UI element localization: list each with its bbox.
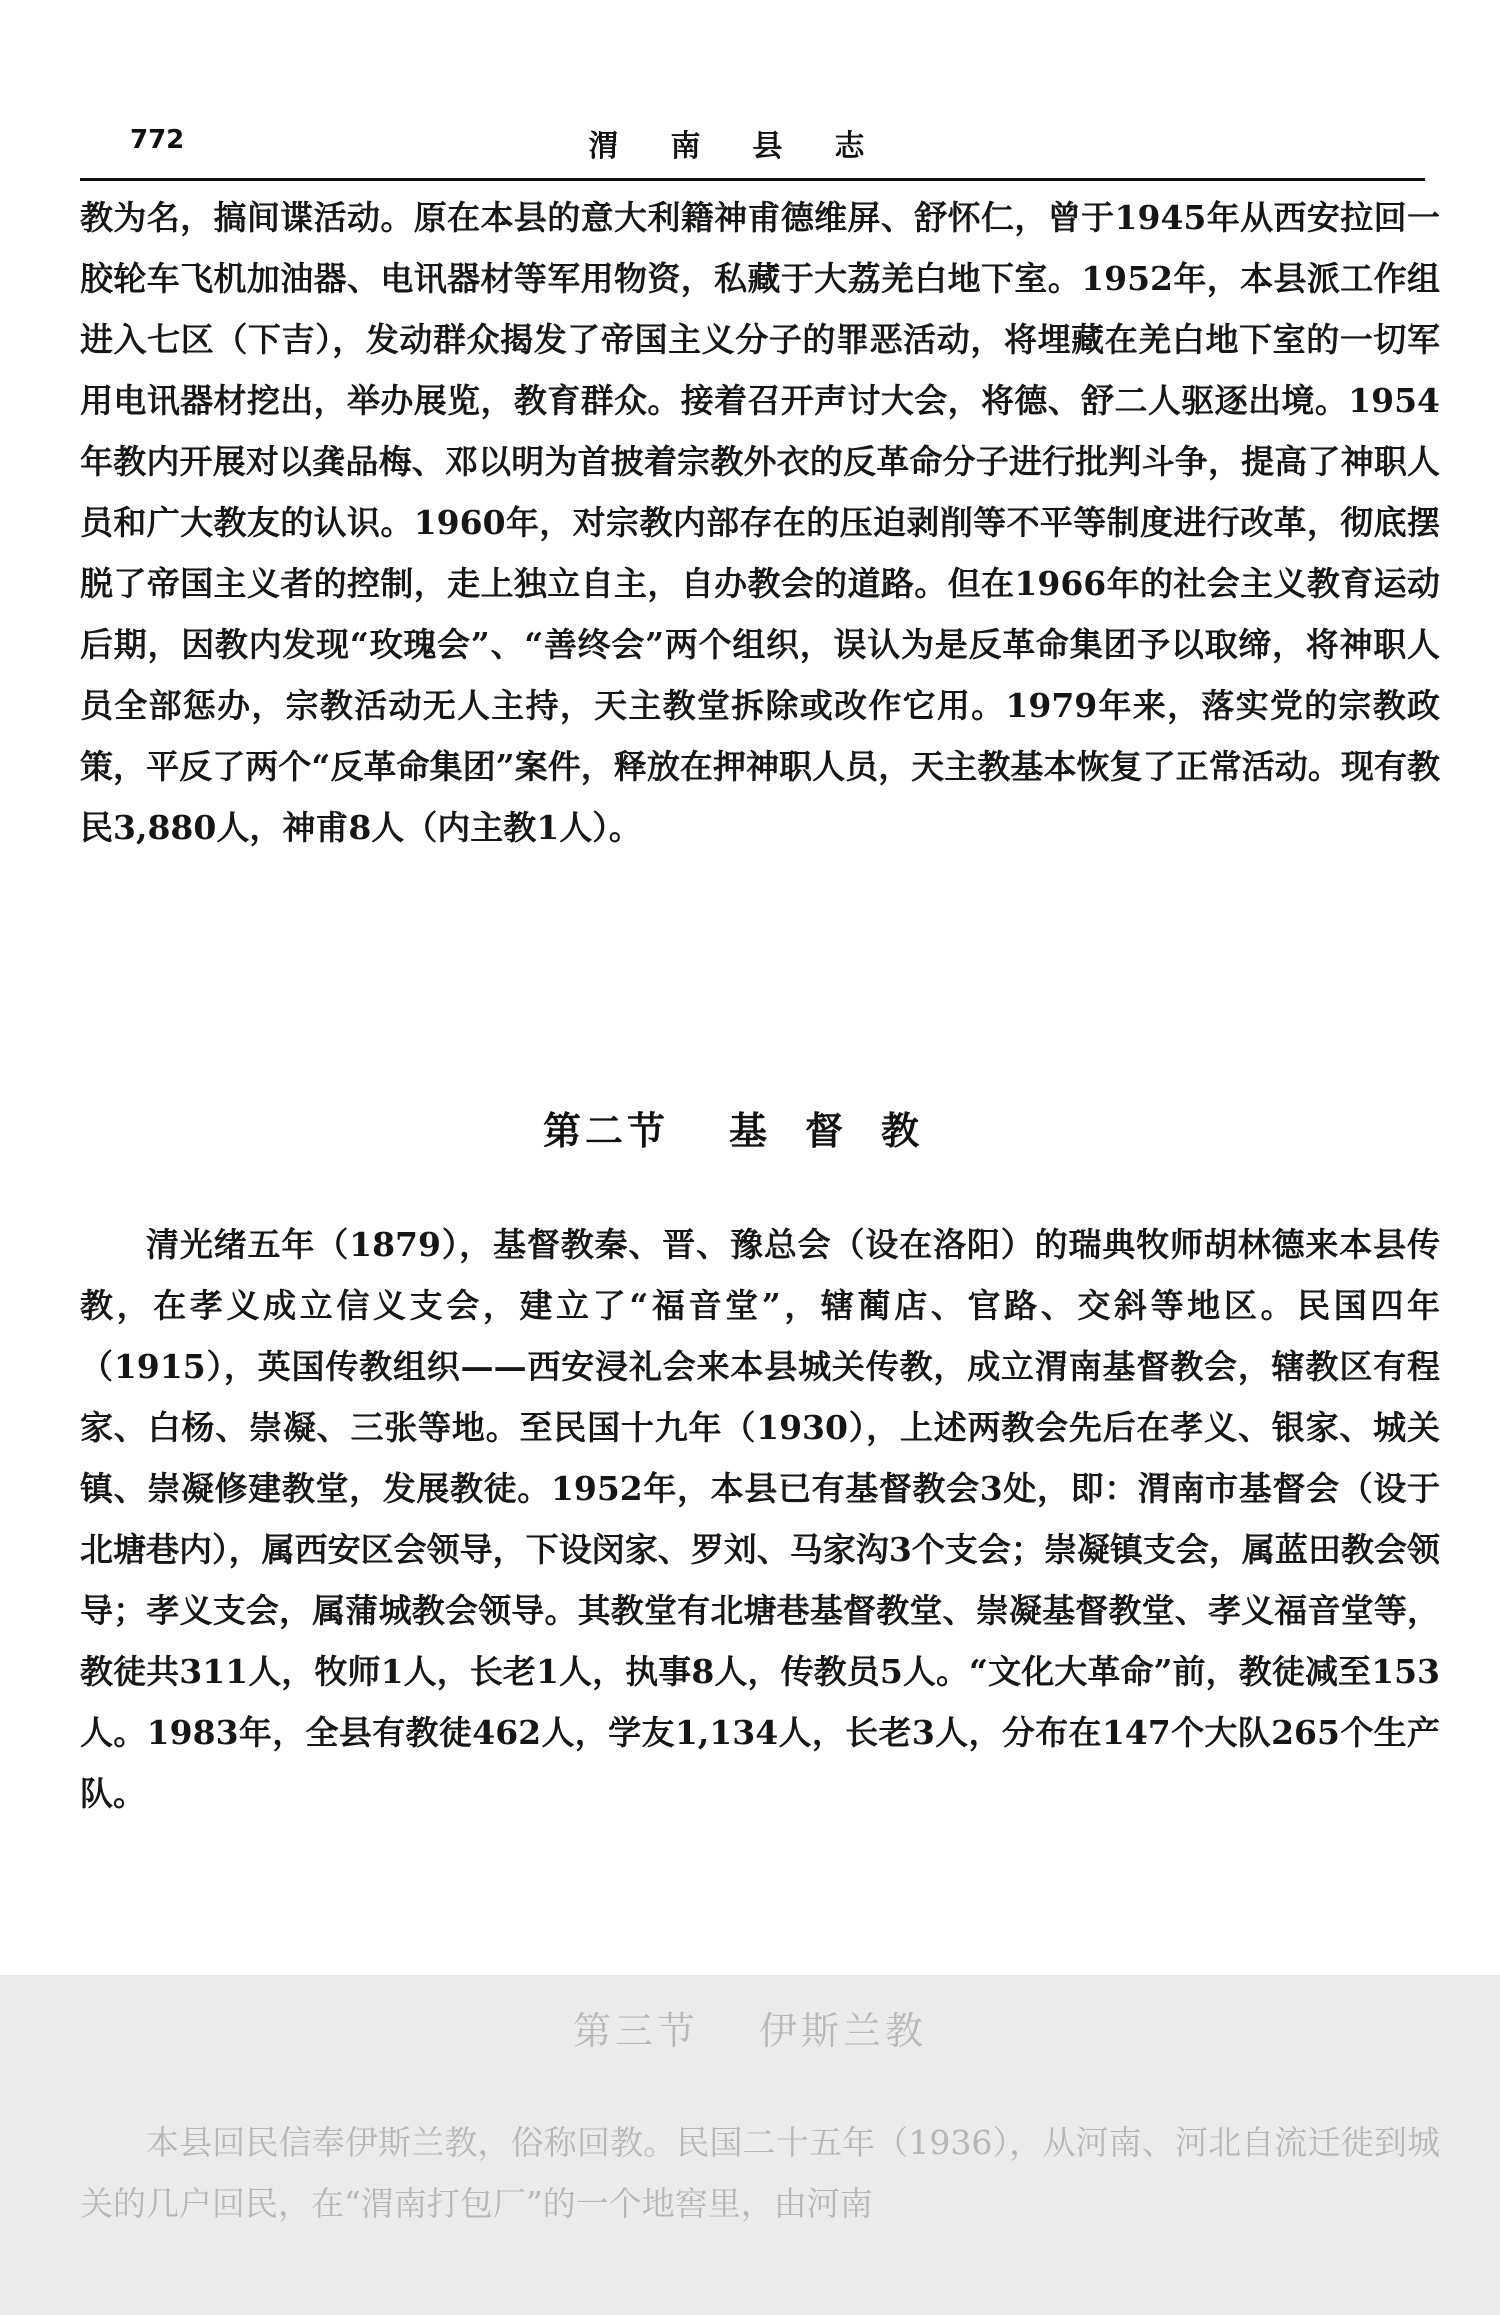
paragraph-islam: 本县回民信奉伊斯兰教，俗称回教。民国二十五年（1936），从河南、河北自流迁徙到城关的几户回民，在“渭南打包厂”的一个地窖里，由河南 [80, 2123, 1440, 2223]
header-rule [80, 178, 1425, 181]
section-name: 基督教 [729, 1108, 958, 1153]
section-title-christianity [0, 1100, 1500, 1155]
page-header [80, 115, 1425, 165]
running-title: 渭南县志 [588, 129, 917, 164]
paragraph-catholic-continued: 教为名，搞间谍活动。原在本县的意大利籍神甫德维屏、舒怀仁，曾于1945年从西安拉回一胶轮车飞机加油器、电讯器材等军用物资，私藏于大荔羌白地下室。1952年，本县派工作组进入七区（下吉），发动群众揭发了帝国主义分子的罪恶活动，将埋藏在羌白地下室的一切军用电讯器材挖出，举办展览，教育群众。接着召开声讨大会，将德、舒二人驱逐出境。1954年教内开展对以龚品梅、邓以明为首披着宗教外衣的反革命分子进行批判斗争，提高了神职人员和广大教友的认识。1960年，对宗教内部存在的压迫剥削等不平等制度进行改革，彻底摆脱了帝国主义者的控制，走上独立自主，自办教会的道路。但在1966年的社会主义教育运动后期，因教内发现“玫瑰会”、“善终会”两个组织，误认为是反革命集团予以取缔，将神职人员全部惩办，宗教活动无人主持，天主教堂拆除或改作它用。1979年来，落实党的宗教政策，平反了两个“反革命集团”案件，释放在押神职人员，天主教基本恢复了正常活动。现有教民3,880人，神甫8人（内主教1人）。 [80, 198, 1440, 847]
section-name: 伊斯兰教 [759, 2009, 928, 2053]
paragraph-christianity: 清光绪五年（1879），基督教秦、晋、豫总会（设在洛阳）的瑞典牧师胡林德来本县传教，在孝义成立信义支会，建立了“福音堂”，辖蔺店、官路、交斜等地区。民国四年（1915），英国传教组织——西安浸礼会来本县城关传教，成立渭南基督教会，辖教区有程家、白杨、崇凝、三张等地。至民国十九年（1930），上述两教会先后在孝义、银家、城关镇、崇凝修建教堂，发展教徒。1952年，本县已有基督教会3处，即：渭南市基督会（设于北塘巷内），属西安区会领导，下设闵家、罗刘、马家沟3个支会；崇凝镇支会，属蓝田教会领导；孝义支会，属蒲城教会领导。其教堂有北塘巷基督教堂、崇凝基督教堂、孝义福音堂等，教徒共311人，牧师1人，长老1人，执事8人，传教员5人。“文化大革命”前，教徒减至153人。1983年，全县有教徒462人，学友1,134人，长老3人，分布在147个大队265个生产队。 [80, 1225, 1440, 1813]
section-number: 第三节 [572, 2009, 699, 2053]
section-title-islam [0, 2000, 1500, 2055]
section-number: 第二节 [542, 1108, 669, 1153]
page-number: 772 [130, 125, 185, 155]
